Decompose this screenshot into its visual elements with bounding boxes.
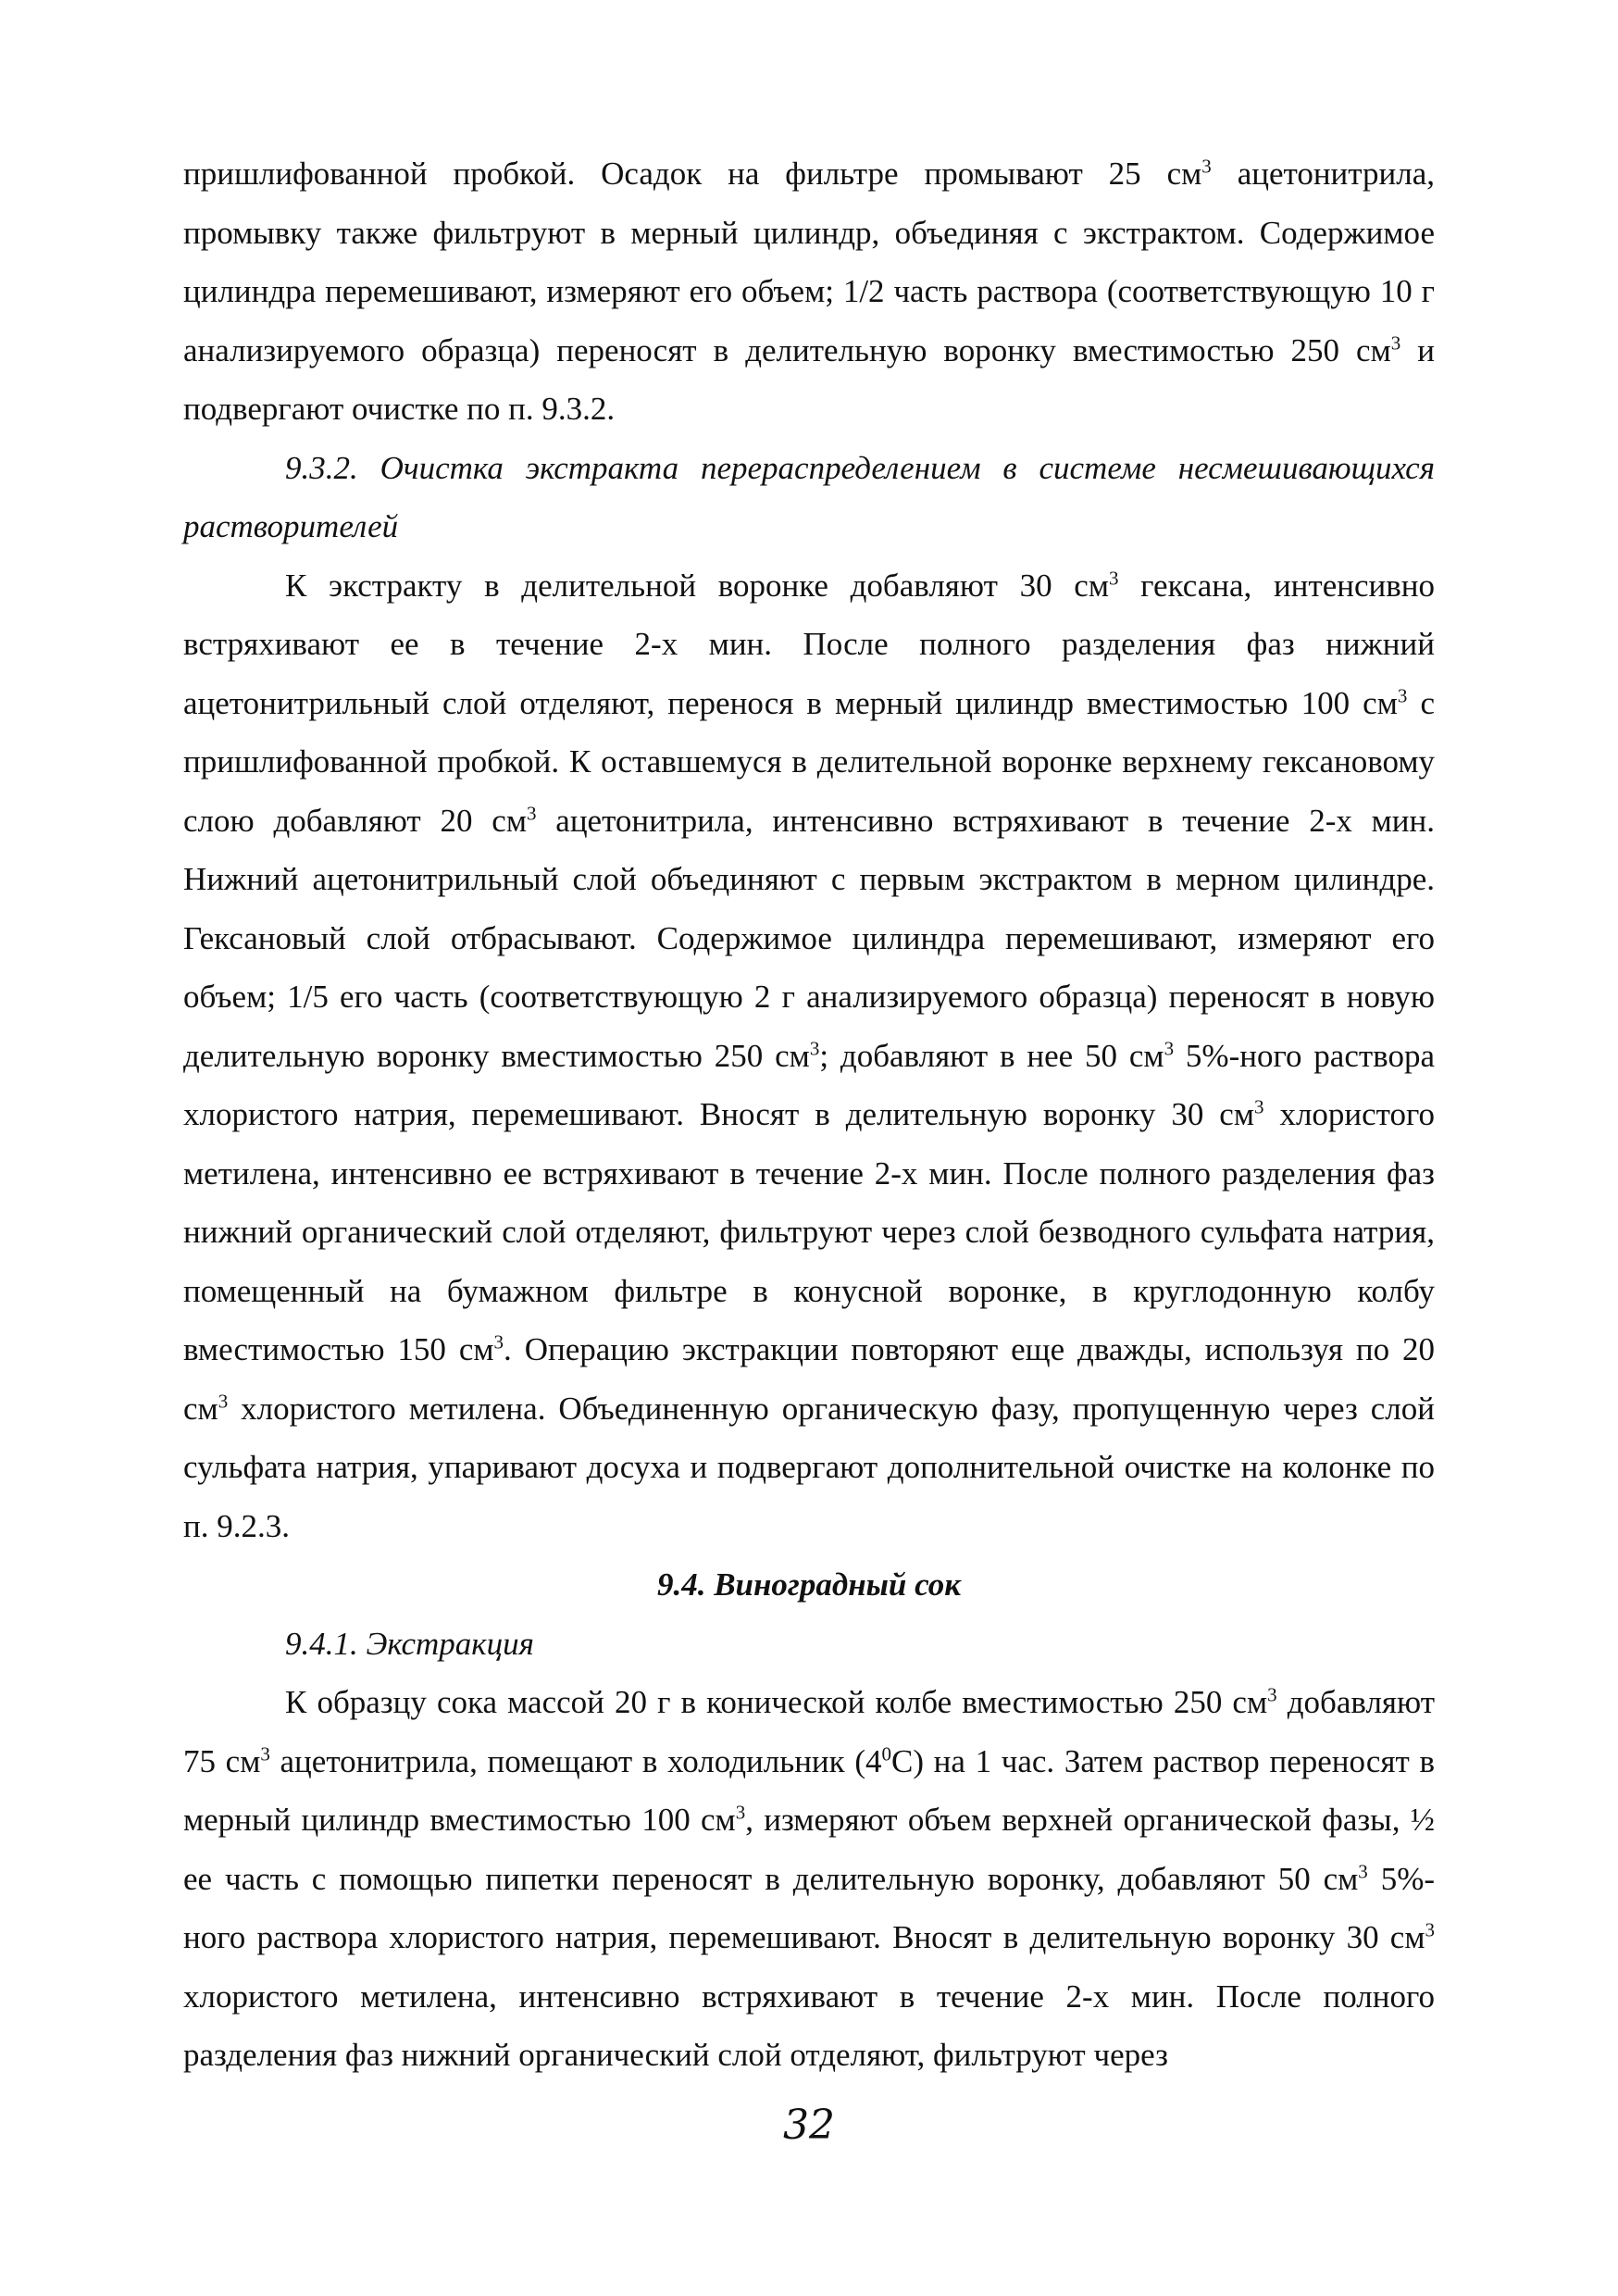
paragraph-1 bbox=[183, 144, 1435, 439]
superscript: 3 bbox=[1108, 566, 1119, 589]
paragraph-3-text: ацетонитрила, интенсивно встряхивают в течение 2-х мин. Нижний ацетонитрильный слой объединяют с первым экстрактом в мерном цилиндре. Гексановый слой отбрасывают. Содержимое цилиндра перемешивают, измеряют его объем; 1/5 его часть (соответствующую 2 г анализируемого образца) переносят в новую делительную воронку вместимостью 250 см bbox=[183, 802, 1436, 1074]
paragraph-3-text: гексана, интенсивно встряхивают ее в течение 2-х мин. После полного разделения фаз нижний ацетонитрильный слой отделяют, перенося в мерный цилиндр вместимостью 100 см bbox=[183, 567, 1435, 721]
superscript: 0 bbox=[881, 1741, 891, 1765]
paragraph-6-text: К образцу сока массой 20 г в конической колбе вместимостью 250 см bbox=[285, 1684, 1268, 1720]
section-heading-9-3-2: 9.3.2. Очистка экстракта перераспределением в системе несмешивающихся растворителей bbox=[183, 449, 1435, 544]
paragraph-6-text: С) на 1 час. Затем раствор переносят в мерный цилиндр вместимостью 100 см bbox=[183, 1742, 1435, 1838]
page-number: 32 bbox=[783, 2102, 835, 2149]
paragraph-1-text: и подвергают очистке по п. 9.3.2. bbox=[183, 331, 1436, 427]
paragraph-3-text: 5%-ного раствора хлористого натрия, перемешивают. Вносят в делительную воронку 30 см bbox=[183, 1037, 1435, 1132]
paragraph-3-text: К экстракту в делительной воронке добавляют 30 см bbox=[285, 567, 1109, 604]
paragraph-1-text: пришлифованной пробкой. Осадок на фильтре промывают 25 см bbox=[183, 156, 1202, 192]
superscript: 3 bbox=[1164, 1036, 1175, 1059]
superscript: 3 bbox=[809, 1036, 820, 1059]
paragraph-6-text: ацетонитрила, помещают в холодильник (4 bbox=[269, 1742, 882, 1779]
section-heading-9-4-1: 9.4.1. Экстракция bbox=[285, 1625, 534, 1662]
paragraph-3-text: хлористого метилена, интенсивно ее встряхивают в течение 2-х мин. После полного разделения фаз нижний органический слой отделяют, фильтруют через слой безводного сульфата натрия, помещенный на бумажном фильтре в конусной воронке, в круглодонную колбу вместимостью 150 см bbox=[183, 1096, 1435, 1367]
superscript: 3 bbox=[1253, 1095, 1264, 1118]
superscript: 3 bbox=[1201, 155, 1212, 178]
paragraph-6-text: , измеряют объем верхней органической фазы, ½ ее часть с помощью пипетки переносят в делительную воронку, добавляют 50 см bbox=[183, 1802, 1435, 1897]
superscript: 3 bbox=[526, 801, 537, 824]
paragraph-6-text: хлористого метилена, интенсивно встряхивают в течение 2-х мин. После полного разделения фаз нижний органический слой отделяют, фильтруют через bbox=[183, 1978, 1435, 2073]
superscript: 3 bbox=[1358, 1859, 1368, 1882]
paragraph-6-text: 5%-ного раствора хлористого натрия, перемешивают. Вносят в делительную воронку 30 см bbox=[183, 1860, 1435, 1955]
paragraph-6-text: добавляют 75 см bbox=[183, 1684, 1435, 1779]
superscript: 3 bbox=[1267, 1683, 1277, 1706]
paragraph-6 bbox=[183, 1673, 1435, 2085]
superscript: 3 bbox=[218, 1389, 229, 1412]
superscript: 3 bbox=[260, 1741, 270, 1765]
superscript: 3 bbox=[1425, 1918, 1435, 1941]
paragraph-3-text: хлористого метилена. Объединенную органическую фазу, пропущенную через слой сульфата натрия, упаривают досуха и подвергают дополнительной очистке на колонке по п. 9.2.3. bbox=[183, 1390, 1435, 1544]
section-title-9-4: 9.4. Виноградный сок bbox=[656, 1566, 962, 1603]
paragraph-3-text: ; добавляют в нее 50 см bbox=[819, 1037, 1164, 1074]
superscript: 3 bbox=[735, 1801, 746, 1824]
superscript: 3 bbox=[1397, 683, 1408, 706]
document-body bbox=[183, 144, 1435, 2085]
paragraph-3-text: . Операцию экстракции повторяют еще дважды, используя по 20 см bbox=[183, 1331, 1436, 1427]
paragraph-1-text: ацетонитрила, промывку также фильтруют в мерный цилиндр, объединяя с экстрактом. Содержимое цилиндра перемешивают, измеряют его объем; 1/2 часть раствора (соответствующую 10 г анализируемого образца) переносят в делительную воронку вместимостью 250 см bbox=[183, 156, 1435, 368]
superscript: 3 bbox=[493, 1330, 504, 1354]
paragraph-3-text: с пришлифованной пробкой. К оставшемуся в делительной воронке верхнему гексановому слою добавляют 20 см bbox=[183, 684, 1435, 839]
paragraph-3 bbox=[183, 556, 1435, 1556]
superscript: 3 bbox=[1390, 331, 1401, 354]
